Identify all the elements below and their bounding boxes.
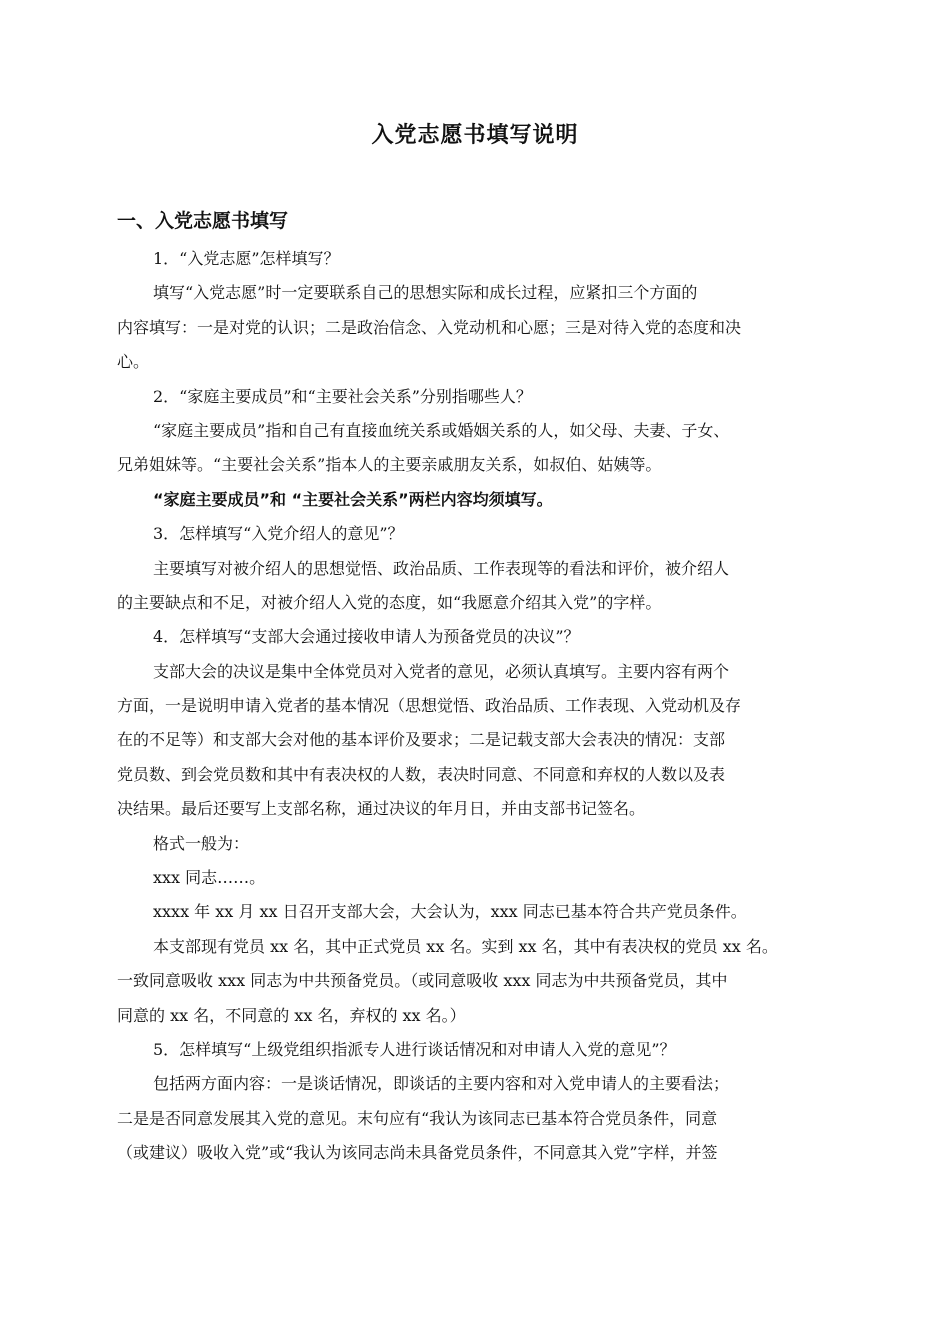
bold-note: “家庭主要成员”和 “主要社会关系”两栏内容均须填写。: [153, 489, 553, 509]
document-title: 入党志愿书填写说明: [371, 123, 579, 148]
format-label: 格式一般为：: [153, 833, 250, 853]
format-line: 一致同意吸收 xxx 同志为中共预备党员。（或同意吸收 xxx 同志为中共预备党员，其中: [117, 971, 728, 991]
question-3: 3．怎样填写“入党介绍人的意见”？: [153, 524, 404, 544]
question-1: 1．“入党志愿”怎样填写？: [153, 249, 340, 268]
paragraph-line: 兄弟姐妹等。“主要社会关系”指本人的主要亲戚朋友关系，如叔伯、姑姨等。: [117, 455, 662, 475]
format-line: 同意的 xx 名，不同意的 xx 名，弃权的 xx 名。）: [117, 1005, 466, 1025]
paragraph-line: 方面，一是说明申请入党者的基本情况（思想觉悟、政治品质、工作表现、入党动机及存: [117, 696, 742, 716]
paragraph-line: 党员数、到会党员数和其中有表决权的人数，表决时同意、不同意和弃权的人数以及表: [117, 764, 726, 784]
paragraph-line: 的主要缺点和不足，对被介绍人入党的态度，如“我愿意介绍其入党”的字样。: [117, 592, 662, 612]
paragraph-line: 决结果。最后还要写上支部名称，通过决议的年月日，并由支部书记签名。: [117, 799, 646, 819]
paragraph-line: 二是是否同意发展其入党的意见。末句应有“我认为该同志已基本符合党员条件，同意: [117, 1108, 718, 1128]
question-5: 5．怎样填写“上级党组织指派专人进行谈话情况和对申请人入党的意见”？: [153, 1039, 676, 1059]
paragraph-line: 填写“入党志愿”时一定要联系自己的思想实际和成长过程，应紧扣三个方面的: [153, 283, 698, 303]
paragraph-line: 心。: [117, 352, 150, 372]
section-heading: 一、入党志愿书填写: [117, 210, 289, 232]
question-2: 2．“家庭主要成员”和“主要社会关系”分别指哪些人？: [153, 386, 532, 406]
paragraph-line: （或建议）吸收入党”或“我认为该同志尚未具备党员条件，不同意其入党”字样，并签: [117, 1143, 718, 1163]
paragraph-line: 支部大会的决议是集中全体党员对入党者的意见，必须认真填写。主要内容有两个: [153, 661, 730, 681]
format-line: 本支部现有党员 xx 名，其中正式党员 xx 名。实到 xx 名，其中有表决权的党员 xx 名。: [153, 936, 778, 956]
format-line: xxxx 年 xx 月 xx 日召开支部大会，大会认为，xxx 同志已基本符合共产党员条件。: [153, 902, 747, 922]
question-4: 4．怎样填写“支部大会通过接收申请人为预备党员的决议”？: [153, 627, 580, 647]
paragraph-line: 在的不足等）和支部大会对他的基本评价及要求；二是记载支部大会表决的情况：支部: [117, 730, 726, 750]
format-line: xxx 同志……。: [153, 868, 266, 888]
paragraph-line: “家庭主要成员”指和自己有直接血统关系或婚姻关系的人，如父母、夫妻、子女、: [153, 420, 730, 440]
document-body: [117, 242, 837, 1171]
paragraph-line: 包括两方面内容：一是谈话情况，即谈话的主要内容和对入党申请人的主要看法；: [153, 1074, 730, 1094]
paragraph-line: 主要填写对被介绍人的思想觉悟、政治品质、工作表现等的看法和评价，被介绍人: [153, 558, 730, 578]
paragraph-line: 内容填写：一是对党的认识；二是政治信念、入党动机和心愿；三是对待入党的态度和决: [117, 317, 742, 337]
